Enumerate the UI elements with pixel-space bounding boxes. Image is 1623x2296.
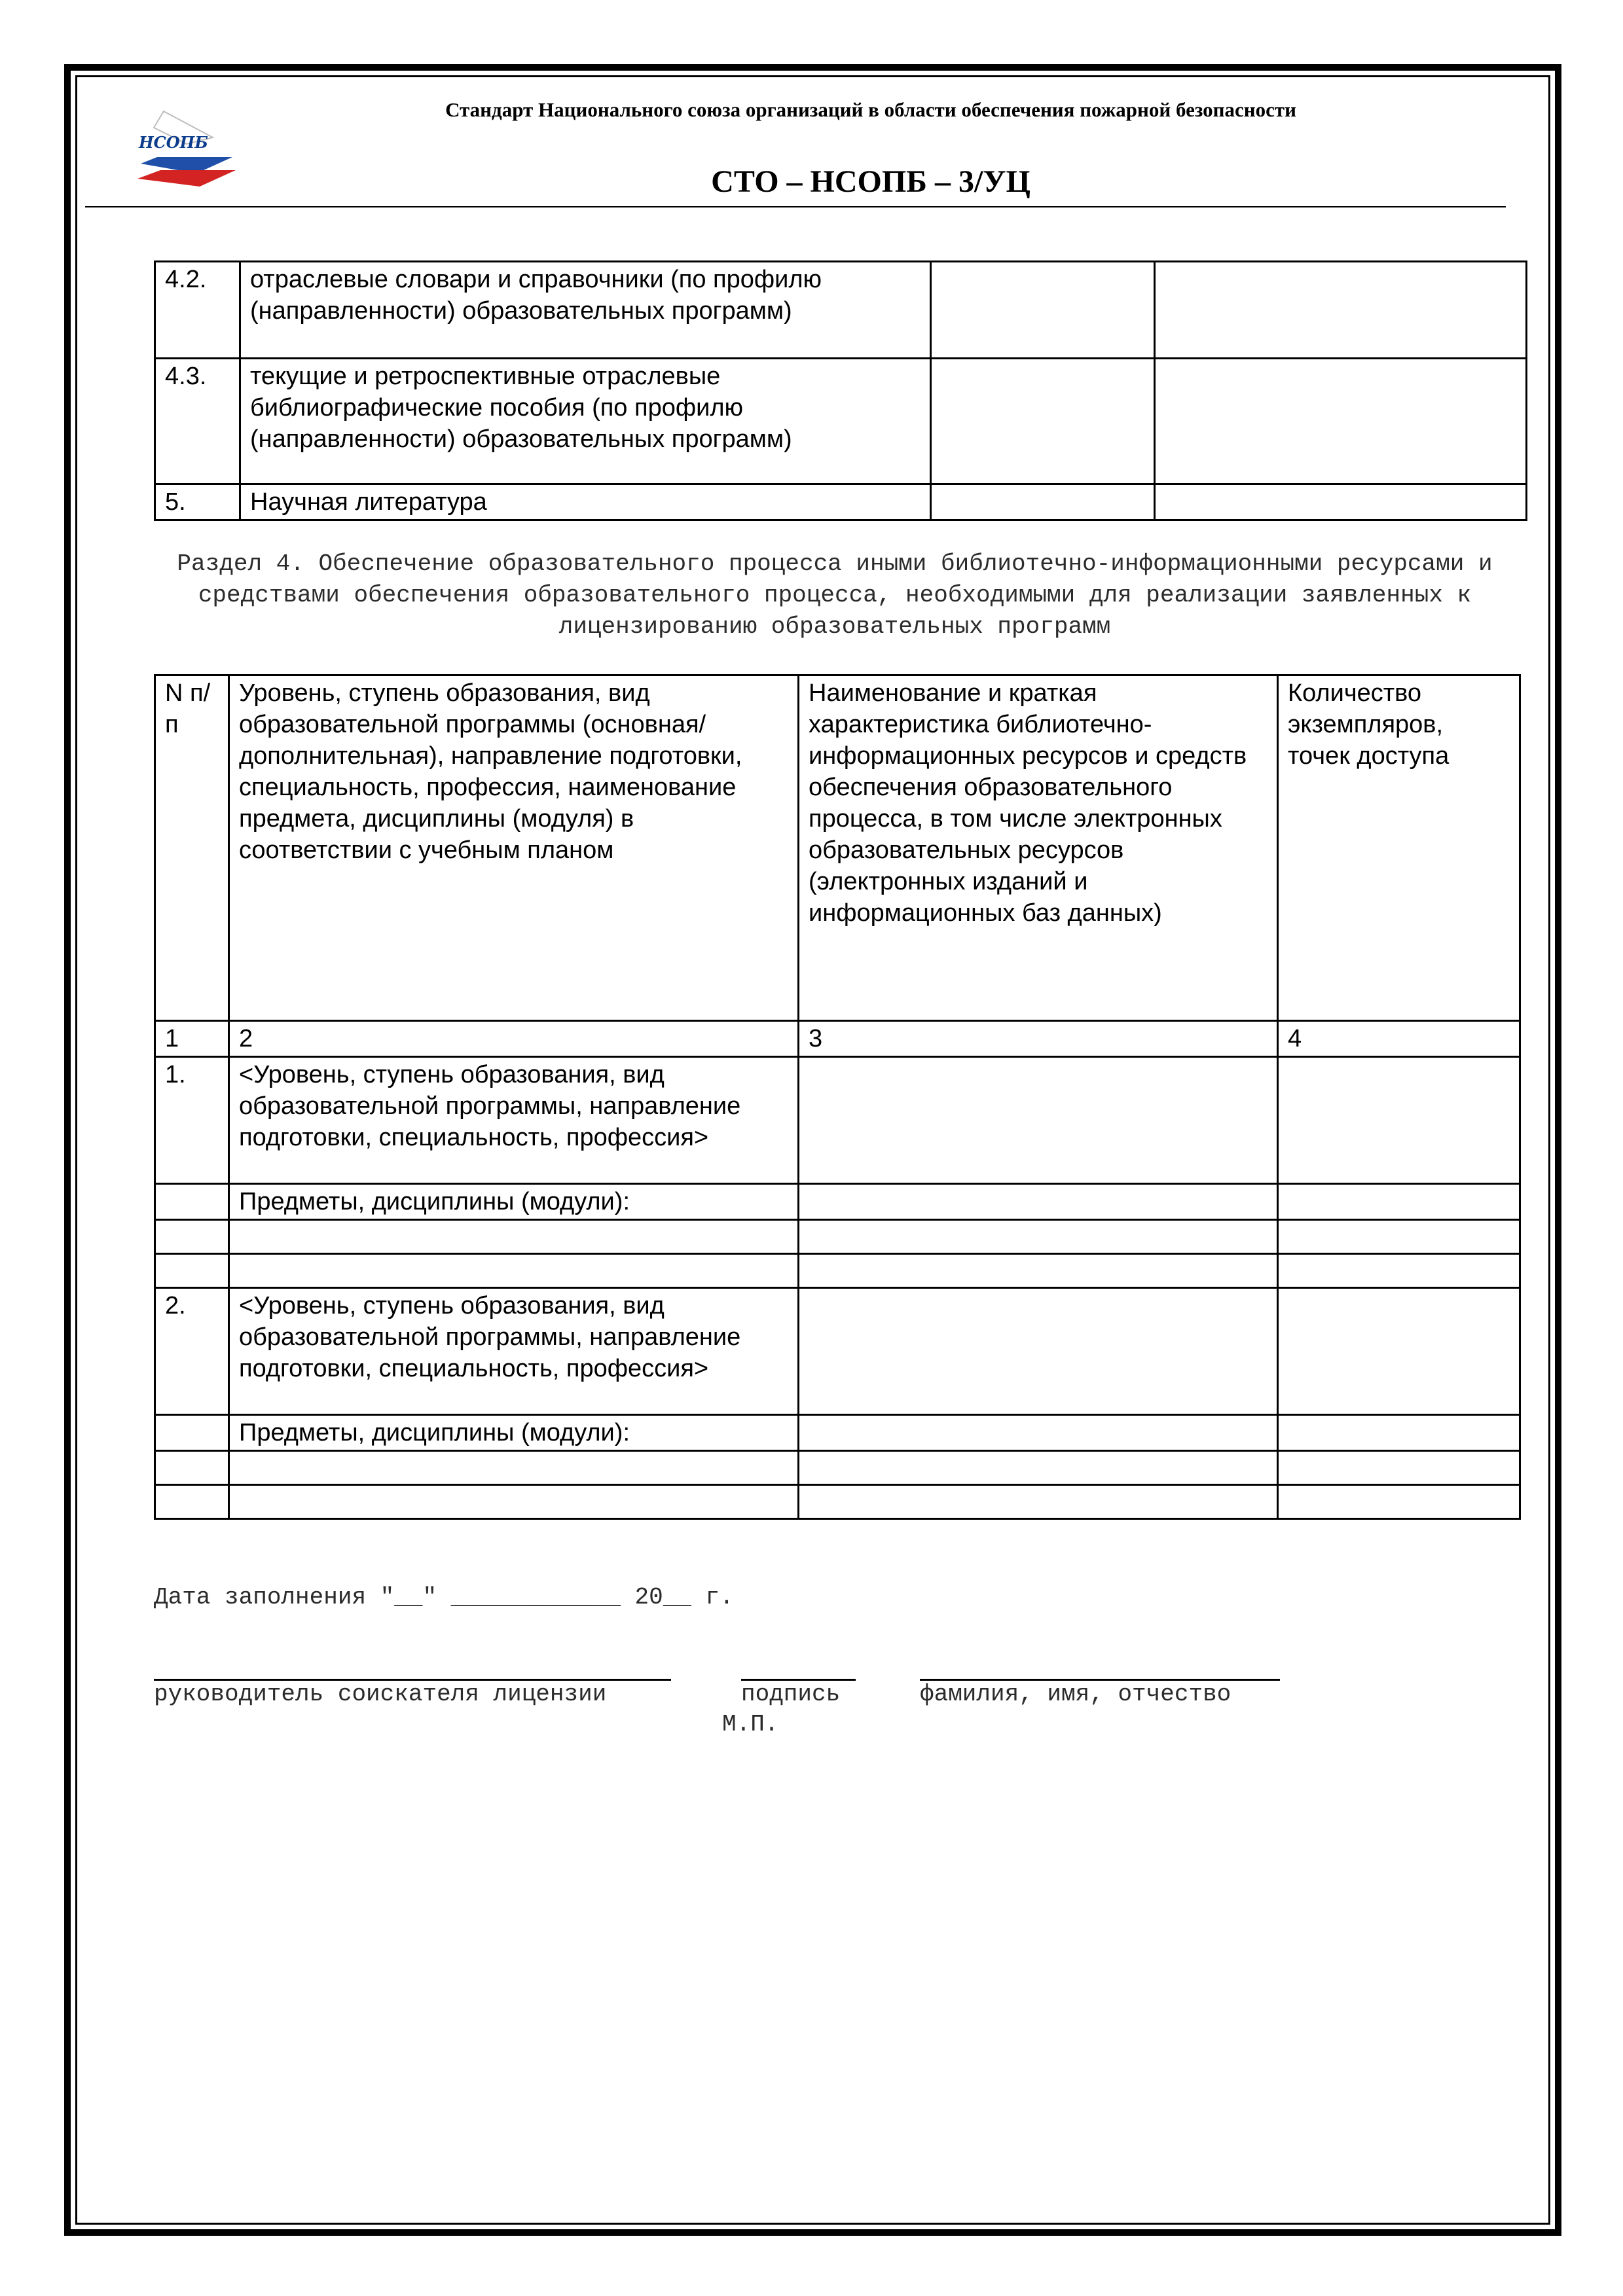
table-row [155,1184,1520,1220]
row-cell [931,484,1155,520]
header-level: Уровень, ступень образования, вид образовательной программы (основная/дополнительная), направление подготовки, специальность, профессия, наименование предмета, дисциплины (модуля) в соответствии с учебным планом [229,675,799,1021]
column-number: 1 [155,1021,229,1057]
row-cell [1278,1288,1520,1415]
row-number: 4.3. [155,359,240,484]
row-text: Предметы, дисциплины (модули): [229,1184,799,1220]
signature-label-head: руководитель соискателя лицензии [154,1681,607,1708]
row-number: 5. [155,484,240,520]
column-number: 2 [229,1021,799,1057]
row-text: Предметы, дисциплины (модули): [229,1415,799,1451]
row-text: отраслевые словари и справочники (по профилю (направленности) образовательных программ) [240,262,931,359]
header-resources: Наименование и краткая характеристика библиотечно- информационных ресурсов и средств обеспечения образовательного процесса, в том числе электронных образовательных ресурсов (электронных изданий и информационных баз данных) [799,675,1278,1021]
row-number: 2. [155,1288,229,1415]
row-cell [799,1485,1278,1519]
row-cell [1155,262,1527,359]
document-code: СТО – НСОПБ – 3/УЦ [711,164,1030,199]
literature-table [154,260,1527,521]
row-cell [799,1288,1278,1415]
table-row [155,1254,1520,1288]
row-cell [799,1415,1278,1451]
row-cell [1278,1057,1520,1184]
column-number-row [155,1021,1520,1057]
table-row [155,1415,1520,1451]
header-number: N п/п [155,675,229,1021]
table-row [155,1057,1520,1184]
table-row [155,1485,1520,1519]
row-cell [931,262,1155,359]
header-divider [85,206,1506,207]
row-number [155,1485,229,1519]
row-text [229,1220,799,1254]
row-text: Научная литература [240,484,931,520]
row-cell [799,1254,1278,1288]
column-number: 4 [1278,1021,1520,1057]
table-header-row [155,675,1520,1021]
row-text: текущие и ретроспективные отраслевые библиографические пособия (по профилю (направленности) образовательных программ) [240,359,931,484]
signature-label-name: фамилия, имя, отчество [920,1681,1231,1708]
row-cell [1155,484,1527,520]
row-text [229,1485,799,1519]
row-cell [1278,1485,1520,1519]
row-cell [799,1184,1278,1220]
logo-flag-red [137,170,236,187]
fill-date-line: Дата заполнения "__" ____________ 20__ г. [154,1584,734,1611]
row-number: 1. [155,1057,229,1184]
row-number [155,1451,229,1485]
table-row [155,1220,1520,1254]
row-number [155,1184,229,1220]
logo-text: НСОПБ [139,133,208,152]
row-cell [799,1220,1278,1254]
row-cell [931,359,1155,484]
row-cell [1278,1220,1520,1254]
row-number: 4.2. [155,262,240,359]
row-number [155,1415,229,1451]
row-text: <Уровень, ступень образования, вид образовательной программы, направление подготовки, специальность, профессия> [229,1288,799,1415]
resources-table [154,674,1521,1520]
table-row [155,359,1527,484]
table-row [155,1451,1520,1485]
signature-label-sign: подпись [741,1681,841,1708]
row-number [155,1220,229,1254]
row-number [155,1254,229,1288]
header-quantity: Количество экземпляров, точек доступа [1278,675,1520,1021]
row-cell [1278,1254,1520,1288]
row-cell [1278,1415,1520,1451]
row-text [229,1451,799,1485]
row-cell [799,1057,1278,1184]
table-row [155,1288,1520,1415]
standard-title: Стандарт Национального союза организаций в области обеспечения пожарной безопасности [445,98,1296,121]
row-cell [1278,1451,1520,1485]
row-cell [799,1451,1278,1485]
table-row [155,484,1527,520]
column-number: 3 [799,1021,1278,1057]
row-text [229,1254,799,1288]
section-4-caption: Раздел 4. Обеспечение образовательного процесса иными библиотечно-информационными ресурсами и средствами обеспечения образовательного процесса, необходимыми для реализации заявленных к лицензированию образовательных программ [177,550,1493,640]
stamp-place-label: М.П. [722,1711,779,1738]
row-text: <Уровень, ступень образования, вид образовательной программы, направление подготовки, специальность, профессия> [229,1057,799,1184]
table-row [155,262,1527,359]
row-cell [1155,359,1527,484]
row-cell [1278,1184,1520,1220]
